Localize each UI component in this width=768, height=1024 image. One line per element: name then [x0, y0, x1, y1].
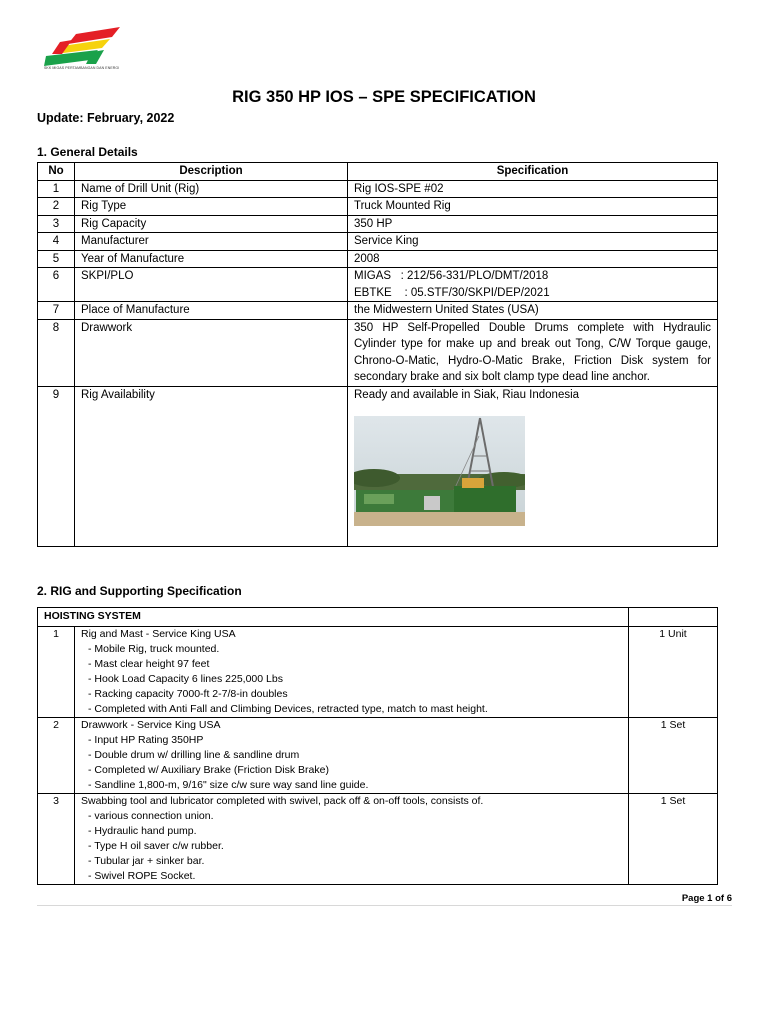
table-row — [38, 268, 718, 302]
col-header-description: Description — [75, 163, 348, 181]
item-line: - Type H oil saver c/w rubber. — [88, 840, 224, 852]
item-line: - Tubular jar + sinker bar. — [88, 855, 205, 867]
col-header-specification: Specification — [348, 163, 718, 181]
row-no: 6 — [38, 268, 75, 302]
row-no: 3 — [38, 215, 75, 233]
row-specification — [348, 268, 718, 302]
row-description: SKPI/PLO — [75, 268, 348, 302]
item-line: - Swivel ROPE Socket. — [88, 870, 196, 882]
item-details — [75, 794, 629, 885]
skpi-migas-line: MIGAS : 212/56-331/PLO/DMT/2018 — [354, 270, 549, 282]
logo-caption: SKK MIGAS PERTAMBANGAN DAN ENERGI — [44, 66, 120, 70]
group-qty-empty — [629, 608, 718, 627]
item-title: Swabbing tool and lubricator completed with swivel, pack off & on-off tools, consists of. — [81, 795, 484, 807]
item-line: - Sandline 1,800-m, 9/16" size c/w sure way sand line guide. — [88, 779, 369, 791]
item-line: - Hook Load Capacity 6 lines 225,000 Lbs — [88, 673, 283, 685]
availability-text: Ready and available in Siak, Riau Indonesia — [354, 388, 580, 401]
general-details-table — [37, 162, 718, 547]
table-row — [38, 180, 718, 198]
table-row — [38, 319, 718, 386]
table-row — [38, 250, 718, 268]
row-description: Rig Capacity — [75, 215, 348, 233]
item-details — [75, 627, 629, 718]
item-line: - Hydraulic hand pump. — [88, 825, 197, 837]
row-no: 4 — [38, 233, 75, 251]
item-qty: 1 Set — [629, 794, 718, 885]
item-title: Drawwork - Service King USA — [81, 719, 221, 731]
item-line: - Completed w/ Auxiliary Brake (Friction Disk Brake) — [88, 764, 329, 776]
table-row — [38, 627, 718, 718]
supporting-spec-table — [37, 607, 718, 885]
row-no: 1 — [38, 180, 75, 198]
item-line: - various connection union. — [88, 810, 214, 822]
row-specification: 350 HP Self-Propelled Double Drums complete with Hydraulic Cylinder type for make up and break out Tong, C/W Torque gauge, Chrono-O-Matic, Hydro-O-Matic Brake, Friction Disk system for secondary brake and six bolt clamp type dead line anchor. — [348, 319, 718, 386]
item-title: Rig and Mast - Service King USA — [81, 628, 236, 640]
row-description: Rig Availability — [75, 386, 348, 546]
row-description: Rig Type — [75, 198, 348, 216]
row-no: 8 — [38, 319, 75, 386]
footer-divider — [37, 905, 732, 906]
row-no: 7 — [38, 302, 75, 320]
item-no: 1 — [38, 627, 75, 718]
item-line: - Completed with Anti Fall and Climbing Devices, retracted type, match to mast height. — [88, 703, 488, 715]
row-specification: Truck Mounted Rig — [348, 198, 718, 216]
update-date: Update: February, 2022 — [37, 111, 175, 125]
item-line: - Double drum w/ drilling line & sandline drum — [88, 749, 300, 761]
table-row — [38, 233, 718, 251]
table-row — [38, 198, 718, 216]
skpi-ebtke-line: EBTKE : 05.STF/30/SKPI/DEP/2021 — [354, 286, 550, 299]
item-no: 3 — [38, 794, 75, 885]
row-specification: 350 HP — [348, 215, 718, 233]
row-description: Name of Drill Unit (Rig) — [75, 180, 348, 198]
row-specification: Rig IOS-SPE #02 — [348, 180, 718, 198]
table-row — [38, 794, 718, 885]
table-row — [38, 302, 718, 320]
rig-photo — [354, 416, 525, 526]
page-number: Page 1 of 6 — [681, 893, 732, 904]
table-row — [38, 386, 718, 546]
item-line: - Racking capacity 7000-ft 2-7/8-in doubles — [88, 688, 288, 700]
row-specification — [348, 386, 718, 546]
row-specification: the Midwestern United States (USA) — [348, 302, 718, 320]
item-no: 2 — [38, 718, 75, 794]
group-header-row — [38, 608, 718, 627]
item-line: - Mobile Rig, truck mounted. — [88, 643, 220, 655]
table-row — [38, 718, 718, 794]
section-2-heading: 2. RIG and Supporting Specification — [37, 584, 242, 598]
row-specification: 2008 — [348, 250, 718, 268]
page-title: RIG 350 HP IOS – SPE SPECIFICATION — [232, 88, 536, 106]
item-details — [75, 718, 629, 794]
row-no: 5 — [38, 250, 75, 268]
item-qty: 1 Set — [629, 718, 718, 794]
table-row — [38, 215, 718, 233]
row-description: Drawwork — [75, 319, 348, 386]
row-no: 2 — [38, 198, 75, 216]
row-no: 9 — [38, 386, 75, 546]
group-title: HOISTING SYSTEM — [38, 608, 629, 627]
item-qty: 1 Unit — [629, 627, 718, 718]
row-specification: Service King — [348, 233, 718, 251]
table-header-row — [38, 163, 718, 181]
col-header-no: No — [38, 163, 75, 181]
row-description: Manufacturer — [75, 233, 348, 251]
section-1-heading: 1. General Details — [37, 145, 138, 159]
item-line: - Mast clear height 97 feet — [88, 658, 210, 670]
item-line: - Input HP Rating 350HP — [88, 734, 204, 746]
row-description: Place of Manufacture — [75, 302, 348, 320]
row-description: Year of Manufacture — [75, 250, 348, 268]
